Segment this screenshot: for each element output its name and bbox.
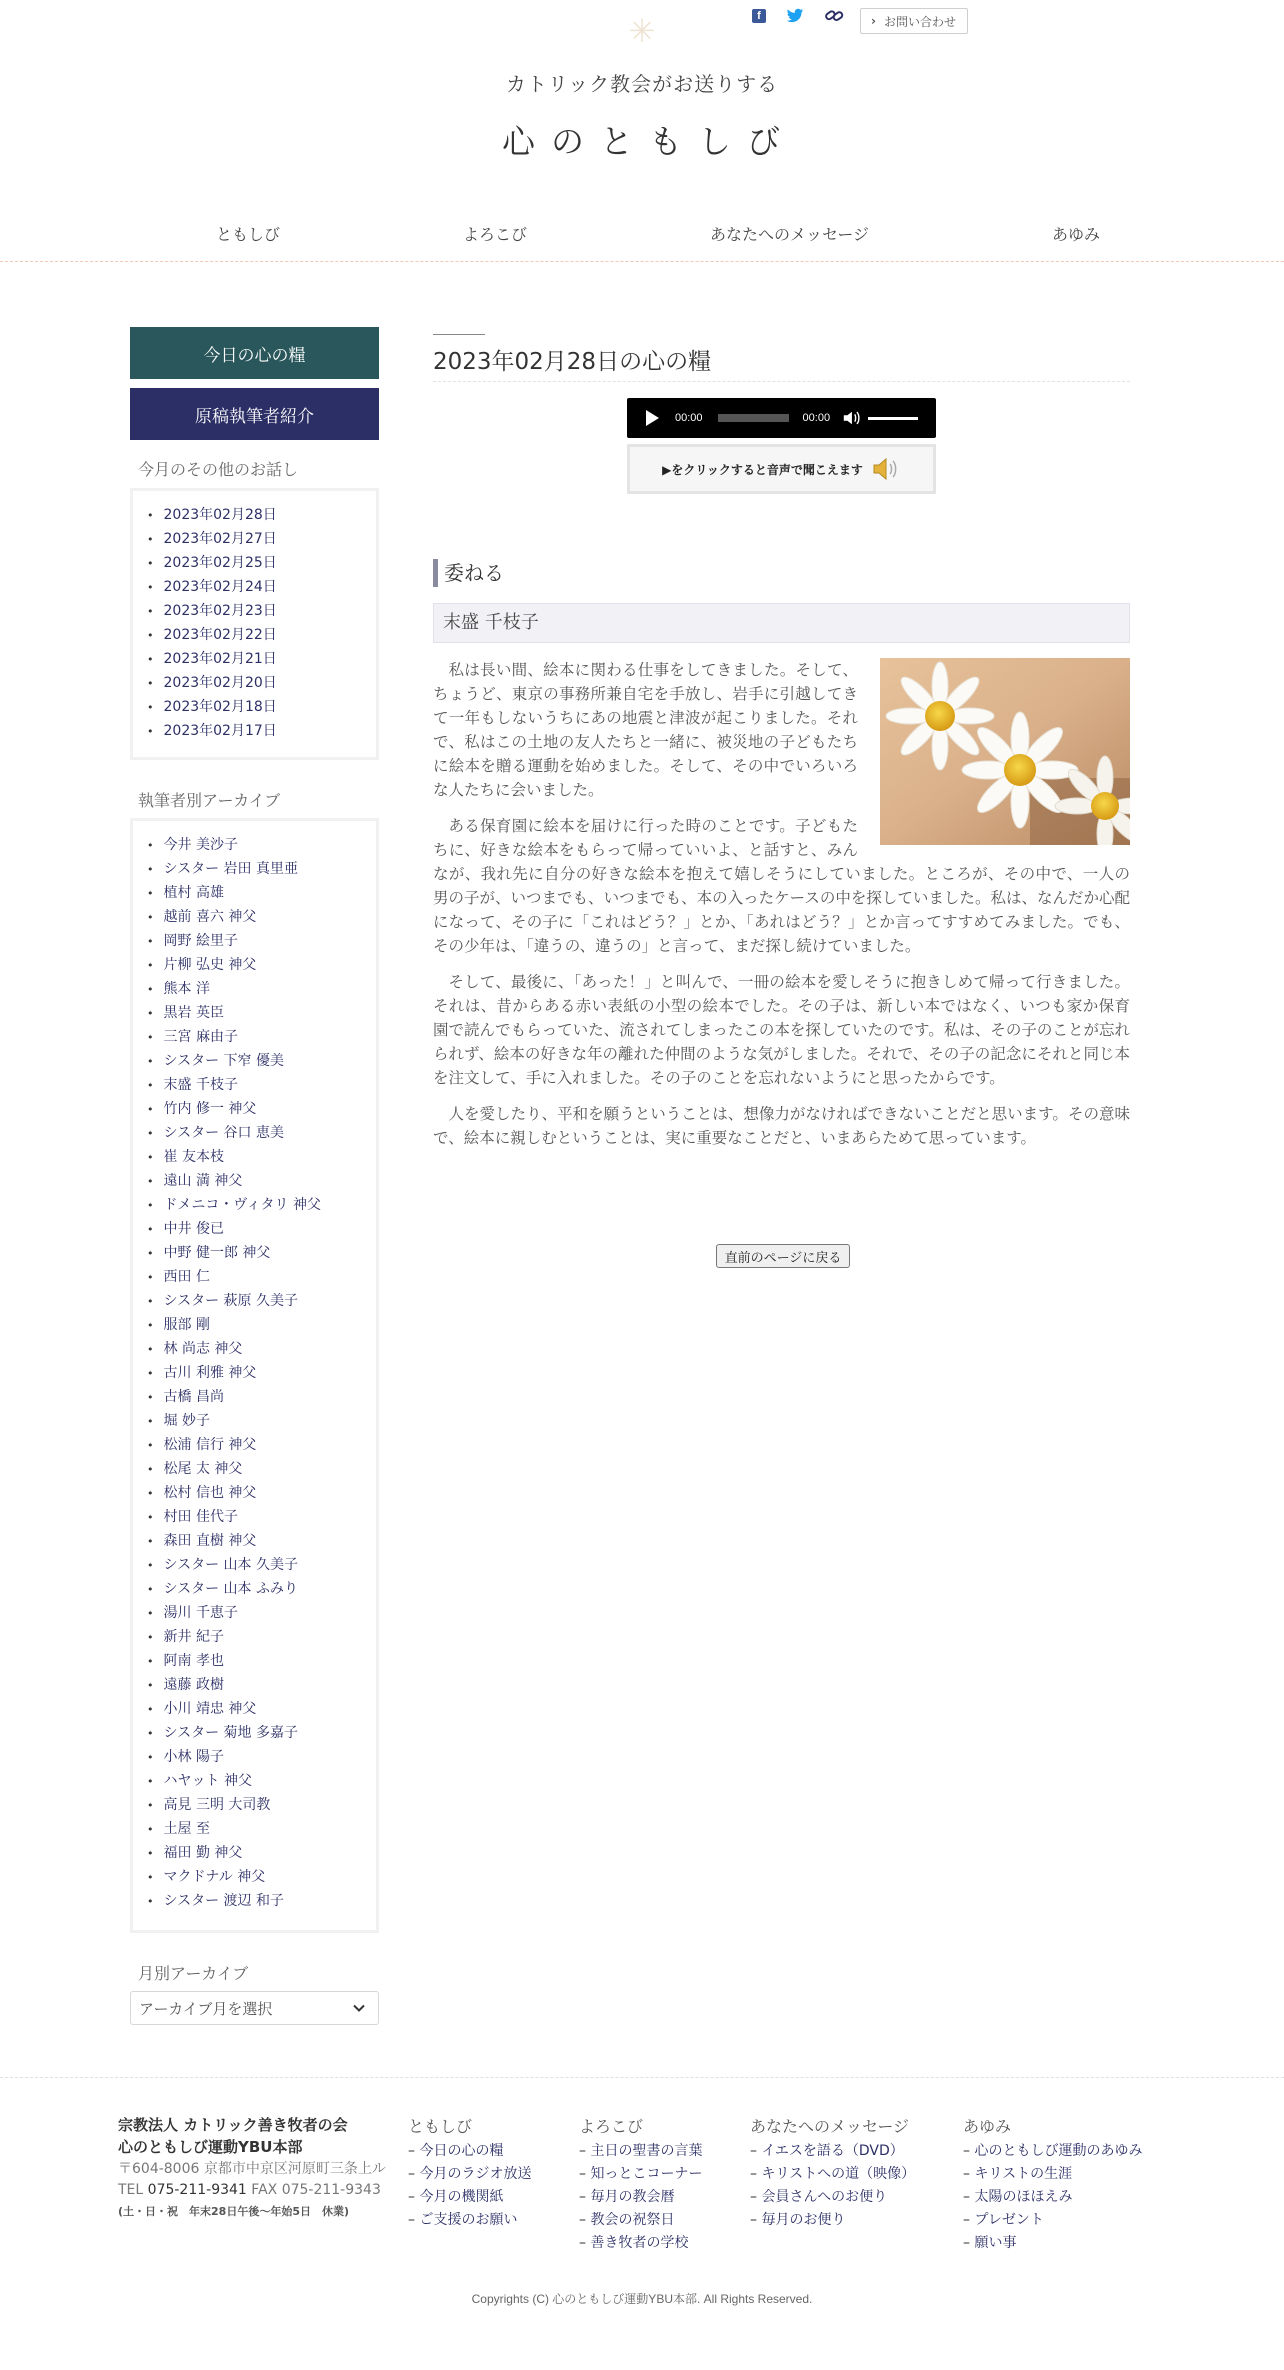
authors-heading: 執筆者別アーカイブ	[138, 791, 281, 810]
month-list	[133, 491, 376, 743]
footer-link[interactable]: – 今月のラジオ放送	[408, 2163, 531, 2186]
contact-button[interactable]	[860, 8, 968, 34]
audio-player	[627, 398, 936, 438]
author-link[interactable]: 阿南 孝也	[163, 1653, 224, 1669]
duration: 00:00	[802, 412, 831, 424]
list-item	[147, 953, 376, 977]
list-item	[147, 1625, 376, 1649]
month-date-link[interactable]: 2023年02月24日	[163, 579, 277, 595]
list-item	[147, 1169, 376, 1193]
daisy-photo	[880, 658, 1130, 845]
footer-link[interactable]: – 今日の心の糧	[408, 2140, 531, 2163]
author-link[interactable]: 崔 友本枝	[163, 1149, 224, 1165]
footer-link[interactable]: – 善き牧者の学校	[579, 2232, 702, 2255]
footer-link[interactable]: – 知っとこコーナー	[579, 2163, 702, 2186]
header-ornament-icon: ✳	[628, 12, 656, 50]
speaker-icon	[871, 457, 901, 481]
footer-link[interactable]: – 心のともしび運動のあゆみ	[963, 2140, 1142, 2163]
list-item	[147, 1529, 376, 1553]
article-paragraph: ある保育園に絵本を届けに行った時のことです。子どもたちに、好きな絵本をもらって帰っていいよ、と話すと、みんなが、我れ先に自分の好きな絵本を抱えて嬉しそうにしていました。ところが、その中で、一人の男の子が、いつまでも、いつまでも、本の入ったケースの中を探していました。私は、なんだか心配になって、その子に「これはどう？」とか、「あれはどう？」とか言ってすすめてみました。でも、その少年は、「違うの、違うの」と言って、まだ探し続けていました。	[433, 817, 1130, 955]
list-item	[147, 905, 376, 929]
author-link[interactable]: シスター 渡辺 和子	[163, 1893, 284, 1909]
footer-link[interactable]: – イエスを語る（DVD）	[750, 2140, 915, 2163]
play-icon[interactable]	[646, 410, 659, 426]
author-link[interactable]: 今井 美沙子	[163, 837, 238, 853]
author-link[interactable]: 松村 信也 神父	[163, 1485, 257, 1501]
archive-month-select[interactable]	[130, 1991, 379, 2025]
post-title: 2023年02月28日の心の糧	[433, 349, 712, 375]
author-link[interactable]: シスター 萩原 久美子	[163, 1293, 298, 1309]
list-item	[147, 1577, 376, 1601]
footer-link[interactable]: – 主日の聖書の言葉	[579, 2140, 702, 2163]
month-date-link[interactable]: 2023年02月28日	[163, 507, 277, 523]
list-item	[147, 929, 376, 953]
list-item	[147, 881, 376, 905]
author-link[interactable]: 植村 高雄	[163, 885, 224, 901]
author-link[interactable]: 新井 紀子	[163, 1629, 224, 1645]
org-subname: 心のともしび運動YBU本部	[118, 2138, 303, 2156]
authors-list-box	[130, 818, 379, 1933]
author-link[interactable]: 林 尚志 神父	[163, 1341, 243, 1357]
month-list-box	[130, 488, 379, 760]
month-date-link[interactable]: 2023年02月22日	[163, 627, 277, 643]
volume-slider[interactable]	[868, 417, 918, 420]
nav-item-tomoshibi[interactable]: ともしび	[216, 225, 281, 244]
author-link[interactable]: 松浦 信行 神父	[163, 1437, 257, 1453]
footer-col-heading[interactable]: よろこび	[579, 2117, 644, 2136]
footer-col-heading[interactable]: ともしび	[408, 2117, 473, 2136]
today-button[interactable]: 今日の心の糧	[130, 327, 379, 379]
author-link[interactable]: マクドナル 神父	[163, 1869, 266, 1885]
tel-number[interactable]: 075-211-9341	[147, 2182, 247, 2198]
twitter-icon[interactable]	[786, 8, 804, 24]
list-item	[147, 1793, 376, 1817]
site-tagline: カトリック教会がお送りする	[505, 72, 779, 96]
footer-link[interactable]: – 教会の祝祭日	[579, 2209, 702, 2232]
author-link[interactable]: 黒岩 英臣	[163, 1005, 224, 1021]
copyright: Copyrights (C) 心のともしび運動YBU本部. All Rights Reserved.	[471, 2292, 813, 2306]
author-link[interactable]: シスター 菊地 多嘉子	[163, 1725, 298, 1741]
author-link[interactable]: 三宮 麻由子	[163, 1029, 238, 1045]
month-date-link[interactable]: 2023年02月18日	[163, 699, 277, 715]
footer-org-info	[118, 2114, 388, 2224]
progress-bar[interactable]	[718, 414, 789, 422]
month-heading: 今月のその他のお話し	[138, 460, 299, 479]
author-link[interactable]: 遠藤 政樹	[163, 1677, 224, 1693]
list-item	[147, 551, 376, 575]
list-item	[147, 1481, 376, 1505]
list-item	[147, 671, 376, 695]
author-link[interactable]: 片柳 弘史 神父	[163, 957, 257, 973]
footer-divider	[0, 2077, 1284, 2078]
footer-link[interactable]: – キリストへの道（映像）	[750, 2163, 915, 2186]
list-item	[147, 1769, 376, 1793]
list-item	[147, 1289, 376, 1313]
list-item	[147, 1697, 376, 1721]
month-date-link[interactable]: 2023年02月23日	[163, 603, 277, 619]
author-link[interactable]: 森田 直樹 神父	[163, 1533, 257, 1549]
footer-col-heading[interactable]: あなたへのメッセージ	[750, 2117, 910, 2136]
list-item	[147, 1409, 376, 1433]
list-item	[147, 503, 376, 527]
author-link[interactable]: シスター 山本 久美子	[163, 1557, 298, 1573]
list-item	[147, 1217, 376, 1241]
list-item	[147, 857, 376, 881]
list-item	[147, 1745, 376, 1769]
list-item	[147, 527, 376, 551]
list-item	[147, 1073, 376, 1097]
archive-select-value: アーカイブ月を選択	[139, 1999, 273, 2018]
footer-link[interactable]: – キリストの生涯	[963, 2163, 1142, 2186]
month-date-link[interactable]: 2023年02月17日	[163, 723, 277, 739]
chevron-right-icon: ›	[871, 14, 876, 28]
list-item	[147, 1817, 376, 1841]
list-item	[147, 575, 376, 599]
author-link[interactable]: 末盛 千枝子	[163, 1077, 238, 1093]
title-accent-line	[433, 334, 485, 335]
author-link[interactable]: 高見 三明 大司教	[163, 1797, 271, 1813]
list-item	[147, 1361, 376, 1385]
author-link[interactable]: 中井 俊已	[163, 1221, 224, 1237]
article-paragraph: 私は長い間、絵本に関わる仕事をしてきました。そして、ちょうど、東京の事務所兼自宅を手放し、岩手に引越してきて一年もしないうちにあの地震と津波が起こりました。それで、私はこの土地の友人たちと一緒に、被災地の子どもたちに絵本を贈る運動を始めました。そして、その中でいろいろな人たちに会いました。	[433, 661, 858, 799]
list-item	[147, 1049, 376, 1073]
author-link[interactable]: 小川 靖忠 神父	[163, 1701, 257, 1717]
title-divider	[433, 381, 1130, 382]
list-item	[147, 1121, 376, 1145]
footer-link[interactable]: – 願い事	[963, 2232, 1142, 2255]
author-link[interactable]: ハヤット 神父	[163, 1773, 252, 1789]
site-title[interactable]: 心のともしび	[502, 122, 796, 161]
footer-col-tomoshibi	[408, 2116, 531, 2232]
list-item	[147, 599, 376, 623]
author-link[interactable]: 土屋 至	[163, 1821, 210, 1837]
author-link[interactable]: ドメニコ・ヴィタリ 神父	[163, 1197, 321, 1213]
chevron-down-icon	[352, 2001, 366, 2015]
list-item	[147, 1841, 376, 1865]
author-link[interactable]: 松尾 太 神父	[163, 1461, 243, 1477]
author-link[interactable]: 岡野 絵里子	[163, 933, 238, 949]
footer-link[interactable]: – ご支援のお願い	[408, 2209, 531, 2232]
fax-number: 075-211-9343	[281, 2182, 381, 2198]
footer-col-heading[interactable]: あゆみ	[963, 2117, 1012, 2136]
nav-item-message[interactable]: あなたへのメッセージ	[709, 225, 870, 244]
footer-col-yorokobi	[579, 2116, 702, 2255]
listen-hint-banner	[627, 444, 936, 494]
list-item	[147, 1145, 376, 1169]
author-link[interactable]: 小林 陽子	[163, 1749, 224, 1765]
monthly-archive-heading: 月別アーカイブ	[138, 1964, 249, 1983]
header-divider	[0, 261, 1284, 262]
volume-icon[interactable]	[842, 409, 860, 427]
list-item	[147, 1889, 376, 1913]
author-link[interactable]: 福田 勤 神父	[163, 1845, 243, 1861]
article-paragraph: そして、最後に、「あった！」と叫んで、一冊の絵本を愛しそうに抱きしめて帰って行きました。それは、昔からある赤い表紙の小型の絵本でした。その子は、新しい本ではなく、いつも家か保育園で読んでもらっていた、流されてしまったこの本を探していたのです。私は、その子のことが忘れられず、絵本の好きな年の離れた仲間のような気がしました。それで、その子の記念にそれと同じ本を注文して、手に入れました。その子のことを忘れないようにと思ったからです。	[433, 973, 1130, 1087]
social-links	[752, 8, 870, 24]
nav-item-yorokobi[interactable]: よろこび	[462, 225, 527, 244]
month-date-link[interactable]: 2023年02月27日	[163, 531, 277, 547]
author-link[interactable]: 服部 剛	[163, 1317, 210, 1333]
footer-col-message	[750, 2116, 915, 2232]
list-item	[147, 623, 376, 647]
article-paragraph: 人を愛したり、平和を願うということは、想像力がなければできないことだと思います。その意味で、絵本に親しむということは、実に重要なことだと、いまあらためて思っています。	[433, 1105, 1130, 1147]
list-item	[147, 1865, 376, 1889]
footer-link[interactable]: – 毎月のお便り	[750, 2209, 915, 2232]
author-link[interactable]: 遠山 満 神父	[163, 1173, 243, 1189]
fax-label: FAX	[251, 2182, 278, 2198]
link-icon[interactable]	[824, 8, 844, 24]
list-item	[147, 833, 376, 857]
list-item	[147, 1265, 376, 1289]
section-title: 委ねる	[433, 559, 504, 587]
month-date-link[interactable]: 2023年02月21日	[163, 651, 277, 667]
listen-hint-text: ▶をクリックすると音声で聞こえます	[662, 462, 863, 477]
list-item	[147, 1241, 376, 1265]
list-item	[147, 1673, 376, 1697]
facebook-icon[interactable]: f	[752, 9, 766, 23]
footer-link[interactable]: – プレゼント	[963, 2209, 1142, 2232]
author-link[interactable]: シスター 山本 ふみり	[163, 1581, 298, 1597]
list-item	[147, 695, 376, 719]
author-link[interactable]: 堀 妙子	[163, 1413, 210, 1429]
list-item	[147, 977, 376, 1001]
list-item	[147, 1097, 376, 1121]
author-link[interactable]: 古川 利雅 神父	[163, 1365, 257, 1381]
list-item	[147, 647, 376, 671]
list-item	[147, 1505, 376, 1529]
footer-link[interactable]: – 今月の機関紙	[408, 2186, 531, 2209]
list-item	[147, 1025, 376, 1049]
author-name: 末盛 千枝子	[433, 603, 1130, 643]
author-list	[133, 821, 376, 1913]
list-item	[147, 1313, 376, 1337]
list-item	[147, 1193, 376, 1217]
author-link[interactable]: シスター 岩田 真里亜	[163, 861, 298, 877]
footer-link[interactable]: – 会員さんへのお便り	[750, 2186, 915, 2209]
org-phone	[118, 2180, 388, 2200]
list-item	[147, 1385, 376, 1409]
writers-button[interactable]: 原稿執筆者紹介	[130, 388, 379, 440]
author-link[interactable]: 湯川 千恵子	[163, 1605, 238, 1621]
footer-col-ayumi	[963, 2116, 1142, 2255]
author-link[interactable]: 中野 健一郎 神父	[163, 1245, 271, 1261]
author-link[interactable]: 村田 佳代子	[163, 1509, 238, 1525]
list-item	[147, 1553, 376, 1577]
author-link[interactable]: 越前 喜六 神父	[163, 909, 257, 925]
org-name: 宗教法人 カトリック善き牧者の会	[118, 2116, 348, 2134]
footer-link[interactable]: – 太陽のほほえみ	[963, 2186, 1142, 2209]
list-item	[147, 719, 376, 743]
current-time: 00:00	[675, 412, 703, 424]
nav-item-ayumi[interactable]: あゆみ	[1051, 225, 1100, 244]
author-link[interactable]: シスター 谷口 恵美	[163, 1125, 284, 1141]
author-link[interactable]: 熊本 洋	[163, 981, 210, 997]
tel-label: TEL	[118, 2182, 144, 2198]
list-item	[147, 1001, 376, 1025]
month-date-link[interactable]: 2023年02月25日	[163, 555, 277, 571]
list-item	[147, 1649, 376, 1673]
global-nav	[134, 222, 1150, 245]
list-item	[147, 1721, 376, 1745]
list-item	[147, 1337, 376, 1361]
month-date-link[interactable]: 2023年02月20日	[163, 675, 277, 691]
list-item	[147, 1433, 376, 1457]
author-link[interactable]: シスター 下窄 優美	[163, 1053, 284, 1069]
list-item	[147, 1601, 376, 1625]
contact-label: お問い合わせ	[883, 14, 956, 29]
article-body	[433, 658, 1130, 1162]
author-link[interactable]: 古橋 昌尚	[163, 1389, 224, 1405]
back-button[interactable]: 直前のページに戻る	[716, 1244, 850, 1268]
list-item	[147, 1457, 376, 1481]
footer-link[interactable]: – 毎月の教会暦	[579, 2186, 702, 2209]
author-link[interactable]: 西田 仁	[163, 1269, 210, 1285]
author-link[interactable]: 竹内 修一 神父	[163, 1101, 257, 1117]
org-address: 〒604-8006 京都市中京区河原町三条上ル	[118, 2161, 386, 2177]
business-hours: (土・日・祝 年末28日午後〜年始5日 休業)	[118, 2205, 350, 2218]
